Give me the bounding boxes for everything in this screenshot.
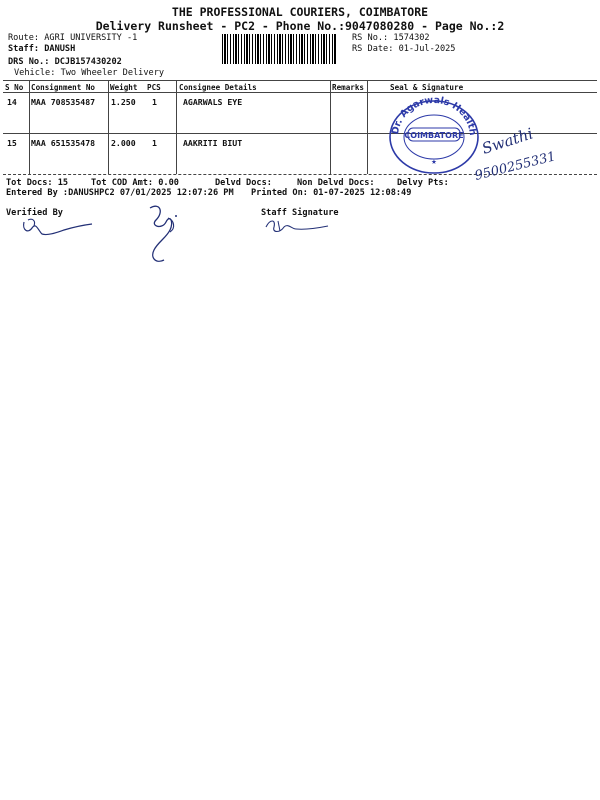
- cell-consignment: MAA 651535478: [31, 138, 96, 148]
- delivered-docs: Delvd Docs:: [215, 178, 272, 188]
- cell-consignee: AAKRITI BIUT: [183, 138, 243, 148]
- handwritten-signature: [140, 200, 190, 268]
- col-header-remarks: Remarks: [332, 83, 365, 92]
- drs-number: DRS No.: DCJB157430202: [8, 57, 122, 67]
- verifier-signature: [18, 212, 98, 240]
- staff-signature: [262, 215, 332, 237]
- rs-date: RS Date: 01-Jul-2025: [352, 44, 456, 54]
- cell-consignee: AGARWALS EYE: [183, 97, 243, 107]
- cell-pcs: 1: [152, 97, 157, 107]
- handwritten-name: Swathi: [479, 124, 536, 158]
- cell-sno: 15: [7, 138, 17, 148]
- col-header-consignee: Consignee Details: [179, 83, 257, 92]
- col-header-sno: S No: [5, 83, 24, 92]
- runsheet-title: Delivery Runsheet - PC2 - Phone No.:9047080280 - Page No.:2: [95, 19, 505, 33]
- seal-city: COIMBATORE: [404, 131, 464, 140]
- printed-on: Printed On: 01-07-2025 12:08:49: [251, 188, 412, 198]
- cell-sno: 14: [7, 97, 17, 107]
- entered-by: Entered By :DANUSHPC2 07/01/2025 12:07:26 PM: [6, 188, 234, 198]
- total-docs: Tot Docs: 15: [6, 178, 69, 188]
- col-header-seal: Seal & Signature: [390, 83, 464, 92]
- cell-weight: 2.000: [111, 138, 136, 148]
- col-header-consignment: Consignment No: [31, 83, 96, 92]
- col-header-weight: Weight: [110, 83, 138, 92]
- svg-text:★: ★: [431, 157, 437, 167]
- cell-weight: 1.250: [111, 97, 136, 107]
- col-header-pcs: PCS: [147, 83, 161, 92]
- seal-name: Dr. Agarwals Healthcare Limited: [381, 89, 479, 137]
- recipient-handwriting: [462, 118, 592, 182]
- cell-consignment: MAA 708535487: [31, 97, 96, 107]
- non-delivered-docs: Non Delvd Docs:: [297, 178, 375, 188]
- cell-pcs: 1: [152, 138, 157, 148]
- company-title: THE PROFESSIONAL COURIERS, COIMBATORE: [171, 5, 429, 19]
- handwritten-phone: 9500255331: [473, 149, 558, 184]
- barcode: [222, 34, 336, 64]
- delivery-points: Delvy Pts:: [397, 178, 449, 188]
- total-cod: Tot COD Amt: 0.00: [91, 178, 179, 188]
- staff-signature-label: Staff Signature: [261, 208, 339, 218]
- rs-number: RS No.: 1574302: [352, 33, 430, 43]
- vehicle-label: Vehicle: Two Wheeler Delivery: [14, 68, 165, 78]
- route-label: Route: AGRI UNIVERSITY -1: [8, 33, 138, 43]
- staff-label: Staff: DANUSH: [8, 44, 76, 54]
- verified-by-label: Verified By: [6, 208, 63, 218]
